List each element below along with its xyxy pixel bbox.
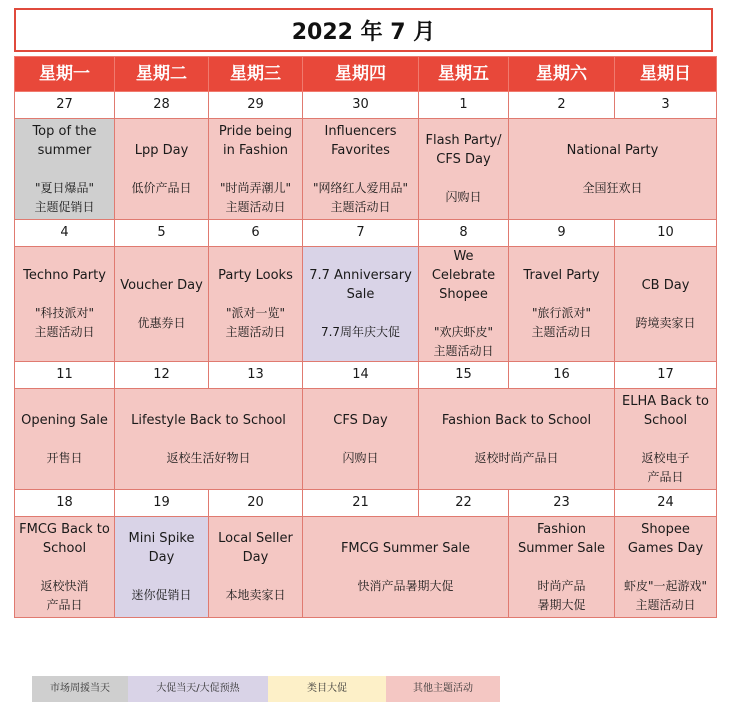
date-cell[interactable]: 1 (419, 92, 509, 119)
spacer (211, 567, 300, 586)
spacer (211, 160, 300, 179)
legend-item: 其他主题活动 (386, 676, 500, 702)
event-cell[interactable] (615, 247, 717, 362)
date-cell[interactable]: 21 (303, 490, 419, 517)
date-cell[interactable]: 18 (15, 490, 115, 517)
event-cell[interactable] (15, 247, 115, 362)
event-title-cn: 返校电子 (641, 450, 690, 465)
event-cell[interactable] (115, 517, 209, 618)
event-title-en: Fashion Back to School (441, 412, 592, 428)
event-cell[interactable] (509, 247, 615, 362)
date-cell[interactable]: 8 (419, 220, 509, 247)
event-cell[interactable] (209, 247, 303, 362)
event-title-cn: 低价产品日 (131, 180, 192, 195)
event-title-cn: 暑期大促 (537, 597, 586, 612)
event-row (15, 119, 717, 220)
spacer (617, 430, 714, 449)
date-cell[interactable]: 30 (303, 92, 419, 119)
spacer (117, 567, 206, 586)
event-title-cn: "旅行派对" (531, 306, 592, 320)
weekday-header: 星期二 (115, 57, 209, 92)
event-title-en: Techno Party (23, 268, 106, 283)
event-title-cn: 主题活动日 (433, 344, 494, 358)
date-cell[interactable]: 23 (509, 490, 615, 517)
event-title-en: Travel Party (523, 268, 600, 283)
event-title-en: Local Seller Day (218, 531, 293, 565)
event-title-en: FMCG Summer Sale (340, 540, 471, 556)
spacer (17, 285, 112, 304)
date-cell[interactable]: 5 (115, 220, 209, 247)
date-cell[interactable]: 16 (509, 362, 615, 389)
event-title-cn: "夏日爆品" (34, 180, 95, 195)
event-cell[interactable] (419, 119, 509, 220)
legend (32, 676, 500, 702)
event-title-cn: 迷你促销日 (131, 588, 192, 602)
event-title-en: ELHA Back to School (621, 393, 709, 428)
event-title-cn: 跨境卖家日 (635, 315, 696, 330)
event-row (15, 247, 717, 362)
legend-item: 市场周援当天 (32, 676, 128, 702)
event-title-cn: "网络红人爱用品" (312, 180, 409, 195)
event-title-en: We Celebrate Shopee (431, 249, 496, 302)
spacer (117, 430, 300, 449)
event-title-en: Lpp Day (134, 142, 189, 158)
event-title-en: Lifestyle Back to School (131, 412, 286, 428)
event-title-cn: 主题活动日 (531, 325, 592, 339)
event-cell[interactable] (419, 389, 615, 490)
date-cell[interactable]: 12 (115, 362, 209, 389)
spacer (17, 430, 112, 449)
weekday-header: 星期四 (303, 57, 419, 92)
event-cell[interactable] (209, 119, 303, 220)
weekday-header-row (15, 57, 717, 92)
event-title-en: Opening Sale (21, 412, 108, 428)
calendar-grid (14, 56, 717, 618)
event-title-cn: 本地卖家日 (225, 588, 286, 602)
event-title-en: Shopee Games Day (627, 521, 704, 556)
event-title-cn: 返校时尚产品日 (474, 450, 559, 465)
event-title-en: Mini Spike Day (128, 531, 195, 565)
spacer (421, 430, 612, 449)
event-title-en: Pride being in Fashion (218, 123, 293, 158)
event-title-en: Top of the summer (32, 123, 97, 158)
date-cell[interactable]: 11 (15, 362, 115, 389)
spacer (511, 558, 612, 577)
event-cell[interactable] (303, 389, 419, 490)
event-title-en: FMCG Back to School (19, 521, 110, 556)
date-cell[interactable]: 19 (115, 490, 209, 517)
date-cell[interactable]: 28 (115, 92, 209, 119)
event-cell[interactable] (15, 389, 115, 490)
event-title-cn: 全国狂欢日 (582, 180, 643, 195)
spacer (211, 285, 300, 304)
spacer (511, 160, 714, 179)
event-title-cn: 开售日 (46, 450, 83, 465)
event-cell[interactable] (115, 247, 209, 362)
date-cell[interactable]: 15 (419, 362, 509, 389)
date-cell[interactable]: 29 (209, 92, 303, 119)
spacer (305, 558, 506, 577)
date-row (15, 490, 717, 517)
event-title-en: CFS Day (333, 412, 388, 428)
date-cell[interactable]: 4 (15, 220, 115, 247)
event-cell[interactable] (419, 247, 509, 362)
event-title-cn: 优惠券日 (137, 315, 186, 330)
event-title-en: Voucher Day (120, 277, 203, 293)
weekday-header: 星期日 (615, 57, 717, 92)
event-cell[interactable] (509, 119, 717, 220)
event-title-cn: "科技派对" (34, 306, 95, 320)
spacer (421, 169, 506, 188)
spacer (617, 558, 714, 577)
event-title-en: 7.7 Anniversary Sale (309, 268, 412, 302)
spacer (117, 295, 206, 314)
spacer (421, 304, 506, 323)
event-cell[interactable] (209, 517, 303, 618)
date-cell[interactable]: 7 (303, 220, 419, 247)
event-title-cn: 闪购日 (342, 450, 379, 465)
weekday-header: 星期六 (509, 57, 615, 92)
event-cell[interactable] (115, 119, 209, 220)
date-row (15, 362, 717, 389)
date-cell[interactable]: 20 (209, 490, 303, 517)
event-title-cn: 主题活动日 (225, 325, 286, 339)
event-cell[interactable] (509, 517, 615, 618)
event-row (15, 517, 717, 618)
event-cell[interactable] (615, 517, 717, 618)
spacer (17, 558, 112, 577)
event-title-en: Flash Party/ CFS Day (425, 133, 502, 167)
event-title-cn: "时尚弄潮儿" (219, 180, 292, 195)
date-cell[interactable]: 27 (15, 92, 115, 119)
event-cell[interactable] (303, 247, 419, 362)
date-cell[interactable]: 2 (509, 92, 615, 119)
event-title-en: Influencers Favorites (324, 123, 397, 158)
event-cell[interactable] (115, 389, 303, 490)
event-title-en: Fashion Summer Sale (517, 521, 606, 556)
date-cell[interactable]: 14 (303, 362, 419, 389)
event-title-cn: 返校生活好物日 (166, 450, 251, 465)
event-title-cn: 主题活动日 (635, 597, 696, 612)
date-cell[interactable]: 17 (615, 362, 717, 389)
event-title-cn: 产品日 (46, 597, 83, 612)
date-cell[interactable]: 24 (615, 490, 717, 517)
weekday-header: 星期五 (419, 57, 509, 92)
event-title-en: National Party (566, 142, 659, 158)
legend-item: 大促当天/大促预热 (128, 676, 268, 702)
event-title-cn: 时尚产品 (537, 578, 586, 593)
spacer (17, 160, 112, 179)
legend-item: 类目大促 (268, 676, 386, 702)
event-title-cn: 快消产品暑期大促 (357, 578, 454, 593)
spacer (305, 160, 416, 179)
weekday-header: 星期一 (15, 57, 115, 92)
date-row (15, 220, 717, 247)
date-cell[interactable]: 6 (209, 220, 303, 247)
event-title-cn: 虾皮"一起游戏" (623, 578, 708, 593)
weekday-header: 星期三 (209, 57, 303, 92)
date-cell[interactable]: 9 (509, 220, 615, 247)
event-title-cn: 主题活动日 (330, 199, 391, 214)
date-cell[interactable]: 13 (209, 362, 303, 389)
date-cell[interactable]: 22 (419, 490, 509, 517)
spacer (117, 160, 206, 179)
event-cell[interactable] (303, 517, 509, 618)
spacer (305, 304, 416, 323)
event-title-cn: 7.7周年庆大促 (320, 325, 401, 339)
event-title-cn: 主题活动日 (225, 199, 286, 214)
event-title-en: Party Looks (218, 268, 293, 283)
event-title-en: CB Day (641, 277, 690, 293)
event-row (15, 389, 717, 490)
event-title-cn: 主题活动日 (34, 325, 95, 339)
event-cell[interactable] (303, 119, 419, 220)
spacer (511, 285, 612, 304)
spacer (617, 295, 714, 314)
spacer (305, 430, 416, 449)
event-cell[interactable] (15, 119, 115, 220)
calendar-title: 2022 年 7 月 (14, 8, 713, 52)
event-title-cn: 产品日 (647, 469, 684, 484)
event-cell[interactable] (615, 389, 717, 490)
date-row (15, 92, 717, 119)
event-cell[interactable] (15, 517, 115, 618)
event-title-cn: "欢庆虾皮" (433, 325, 494, 339)
event-title-cn: 返校快消 (40, 578, 89, 593)
event-title-cn: 主题促销日 (34, 199, 95, 214)
event-title-cn: 闪购日 (445, 190, 482, 204)
event-title-cn: "派对一览" (225, 306, 286, 320)
date-cell[interactable]: 10 (615, 220, 717, 247)
date-cell[interactable]: 3 (615, 92, 717, 119)
